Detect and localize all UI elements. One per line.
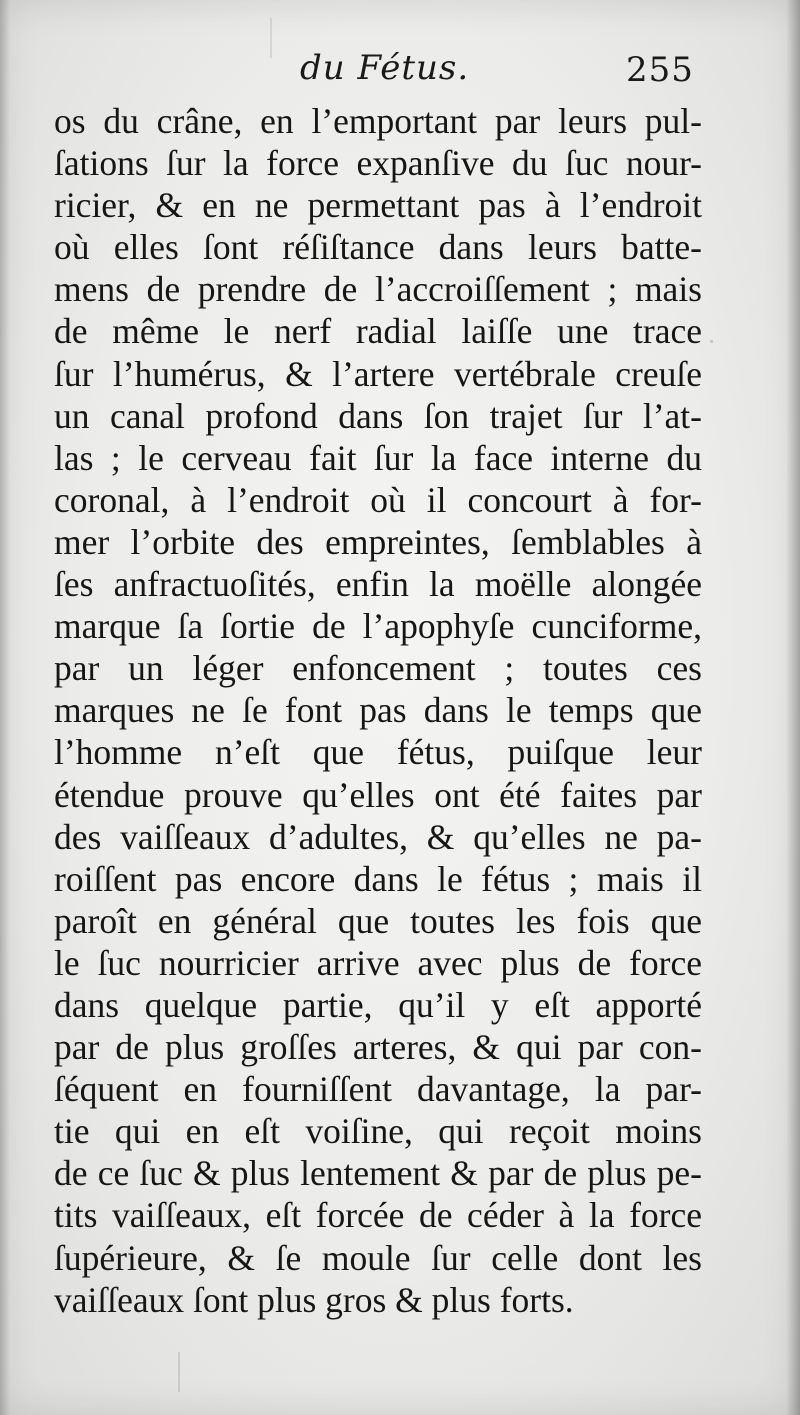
text-line: ſupérieure, & ſe moule ſur celle dont les — [54, 1237, 702, 1278]
text-line: des vaiſſeaux d’adultes, & qu’elles ne pa- — [54, 816, 702, 857]
text-line: ſations ſur la force expanſive du ſuc nour- — [54, 143, 702, 184]
text-line: le ſuc nourricier arrive avec plus de force — [54, 942, 702, 983]
text-line: las ; le cerveau fait ſur la face interne du — [54, 437, 702, 478]
text-line: ſéquent en fourniſſent davantage, la par- — [54, 1069, 702, 1110]
text-line: par de plus groſſes arteres, & qui par con- — [54, 1027, 702, 1068]
text-line: mer l’orbite des empreintes, ſemblables à — [54, 521, 702, 562]
text-line: mens de prendre de l’accroiſſement ; mais — [54, 269, 702, 310]
text-line: coronal, à l’endroit où il concourt à for- — [54, 479, 702, 520]
text-line: vaiſſeaux ſont plus gros & plus forts. — [54, 1279, 574, 1320]
text-line: ſes anfractuoſités, enfin la moëlle alongée — [54, 564, 702, 605]
text-line: tie qui en eſt voiſine, qui reçoit moins — [54, 1111, 702, 1152]
text-line: ſur l’humérus, & l’artere vertébrale creuſe — [54, 353, 702, 394]
text-line: un canal profond dans ſon trajet ſur l’at- — [54, 395, 702, 436]
text-line: marque ſa ſortie de l’apophyſe cunciforme, — [54, 606, 702, 647]
text-line: os du crâne, en l’emportant par leurs pul- — [54, 101, 702, 141]
text-line: dans quelque partie, qu’il y eſt apporté — [54, 984, 702, 1025]
page-edge-shadow — [786, 0, 800, 1415]
text-line: par un léger enfoncement ; toutes ces — [54, 648, 702, 689]
text-line: marques ne ſe font pas dans le temps que — [54, 690, 702, 731]
text-line: tits vaiſſeaux, eſt forcée de céder à la force — [54, 1195, 702, 1236]
paper-blemish — [178, 1352, 180, 1392]
text-line: paroît en général que toutes les fois que — [54, 900, 702, 941]
text-line: où elles ſont réſiſtance dans leurs batte- — [54, 227, 702, 268]
running-head — [0, 48, 800, 98]
text-line: étendue prouve qu’elles ont été faites par — [54, 774, 702, 815]
paper-blemish — [270, 18, 272, 58]
running-title: du Fétus. — [300, 48, 470, 88]
paper-blemish — [710, 340, 713, 343]
text-line: ricier, & en ne permettant pas à l’endroit — [54, 185, 702, 226]
text-line: de ce ſuc & plus lentement & par de plus pe- — [54, 1153, 702, 1194]
body-text — [54, 100, 702, 1321]
text-line: de même le nerf radial laiſſe une trace — [54, 311, 702, 352]
page-gutter-shadow — [0, 0, 10, 1415]
text-line: roiſſent pas encore dans le fétus ; mais il — [54, 858, 702, 899]
page-number: 255 — [626, 50, 694, 90]
text-line: l’homme n’eſt que fétus, puiſque leur — [54, 732, 702, 773]
